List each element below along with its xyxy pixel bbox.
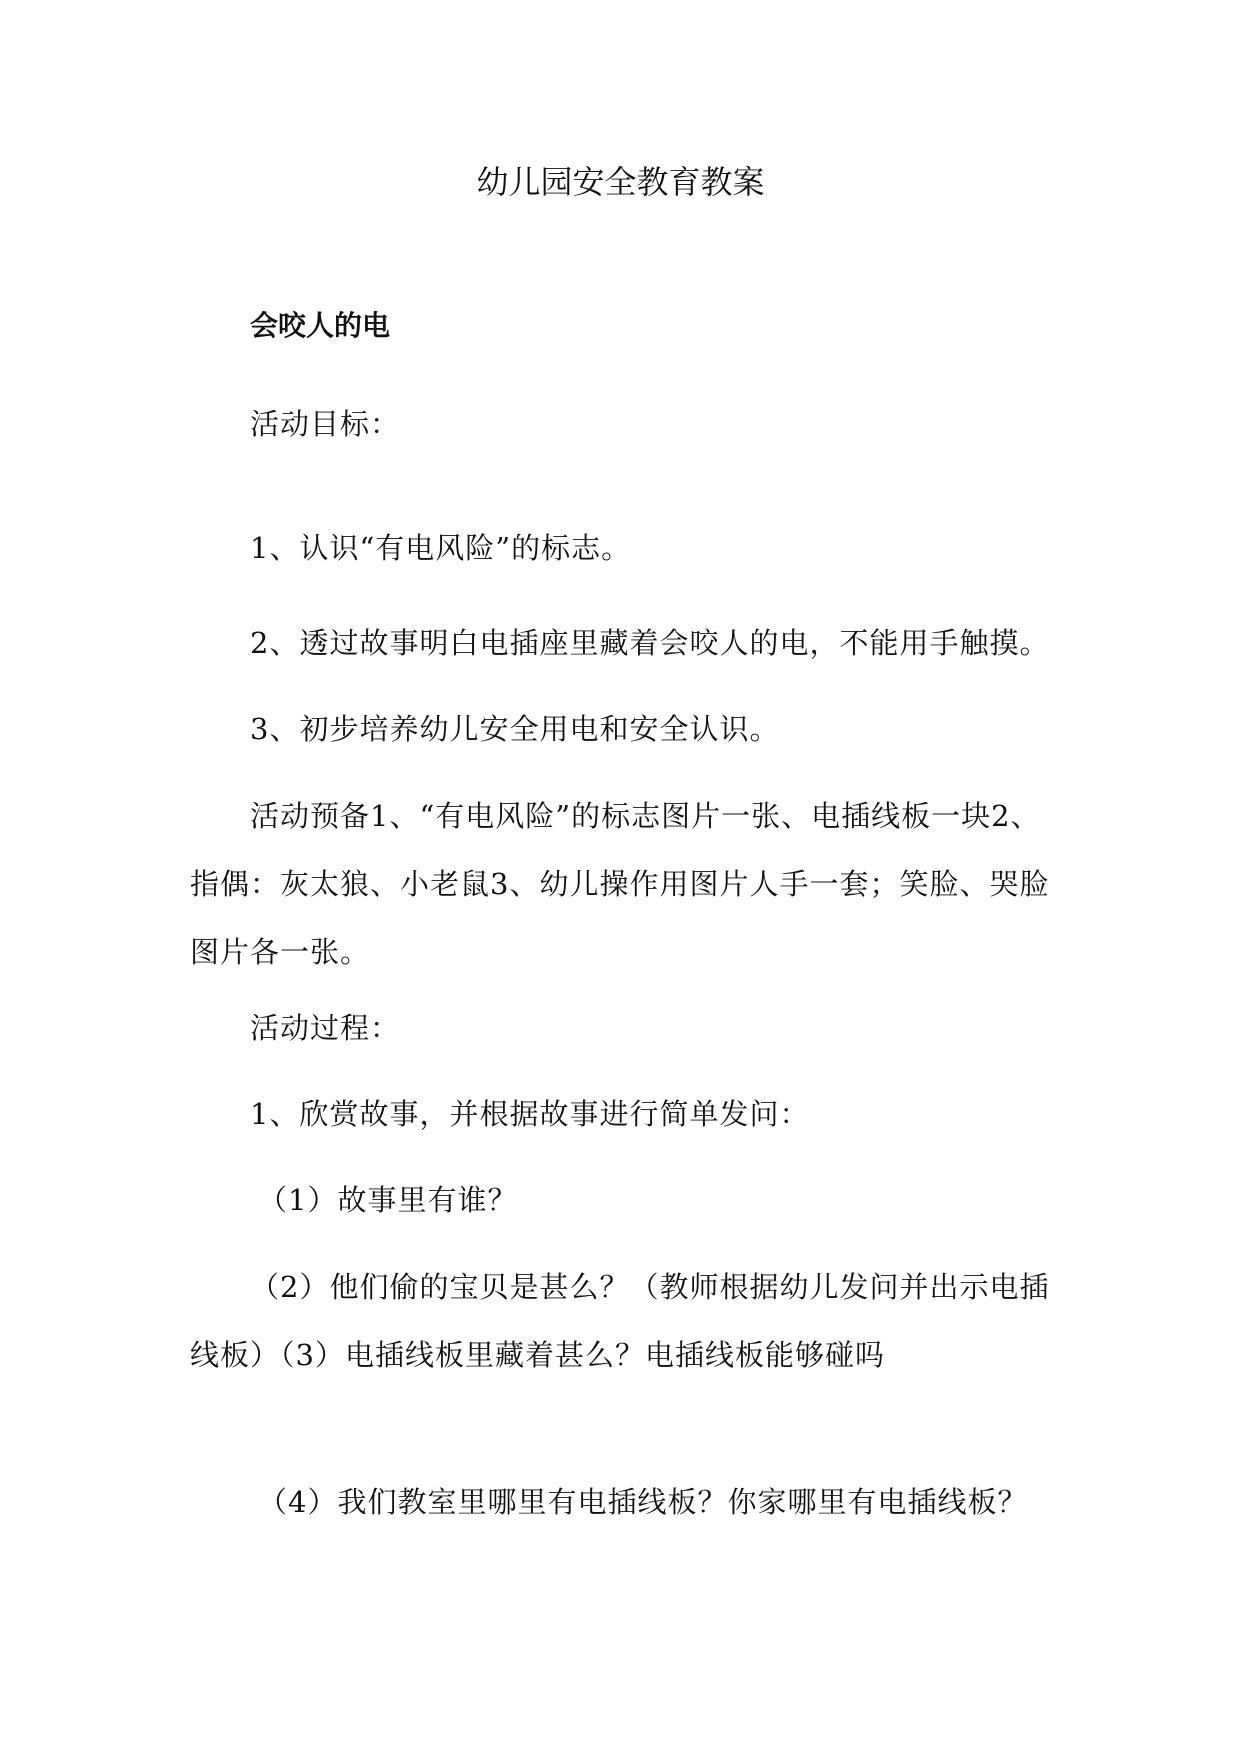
preparation-paragraph: 活动预备1、“有电风险”的标志图片一张、电插线板一块2、指偶：灰太狼、小老鼠3、幼儿操作用图片人手一套；笑脸、哭脸图片各一张。: [190, 799, 1050, 969]
document-title: 幼儿园安全教育教案: [476, 163, 765, 201]
lesson-subtitle: 会咬人的电: [250, 309, 391, 342]
question-4: （4）我们教室里哪里有电插线板？你家哪里有电插线板？: [258, 1485, 1028, 1519]
goal-item-3: 3、初步培养幼儿安全用电和安全认识。: [250, 712, 780, 746]
goal-item-2: 2、透过故事明白电插座里藏着会咬人的电，不能用手触摸。: [250, 626, 1050, 660]
process-step-1: 1、欣赏故事，并根据故事进行简单发问：: [250, 1097, 810, 1131]
process-heading: 活动过程：: [250, 1011, 401, 1045]
question-2-3-paragraph: （2）他们偷的宝贝是甚么？（教师根据幼儿发问并出示电插线板）（3）电插线板里藏着甚么？电插线板能够碰吗: [190, 1270, 1050, 1372]
question-1: （1）故事里有谁？: [258, 1183, 518, 1217]
goals-heading: 活动目标：: [250, 407, 401, 441]
goal-item-1: 1、认识“有电风险”的标志。: [250, 531, 632, 565]
